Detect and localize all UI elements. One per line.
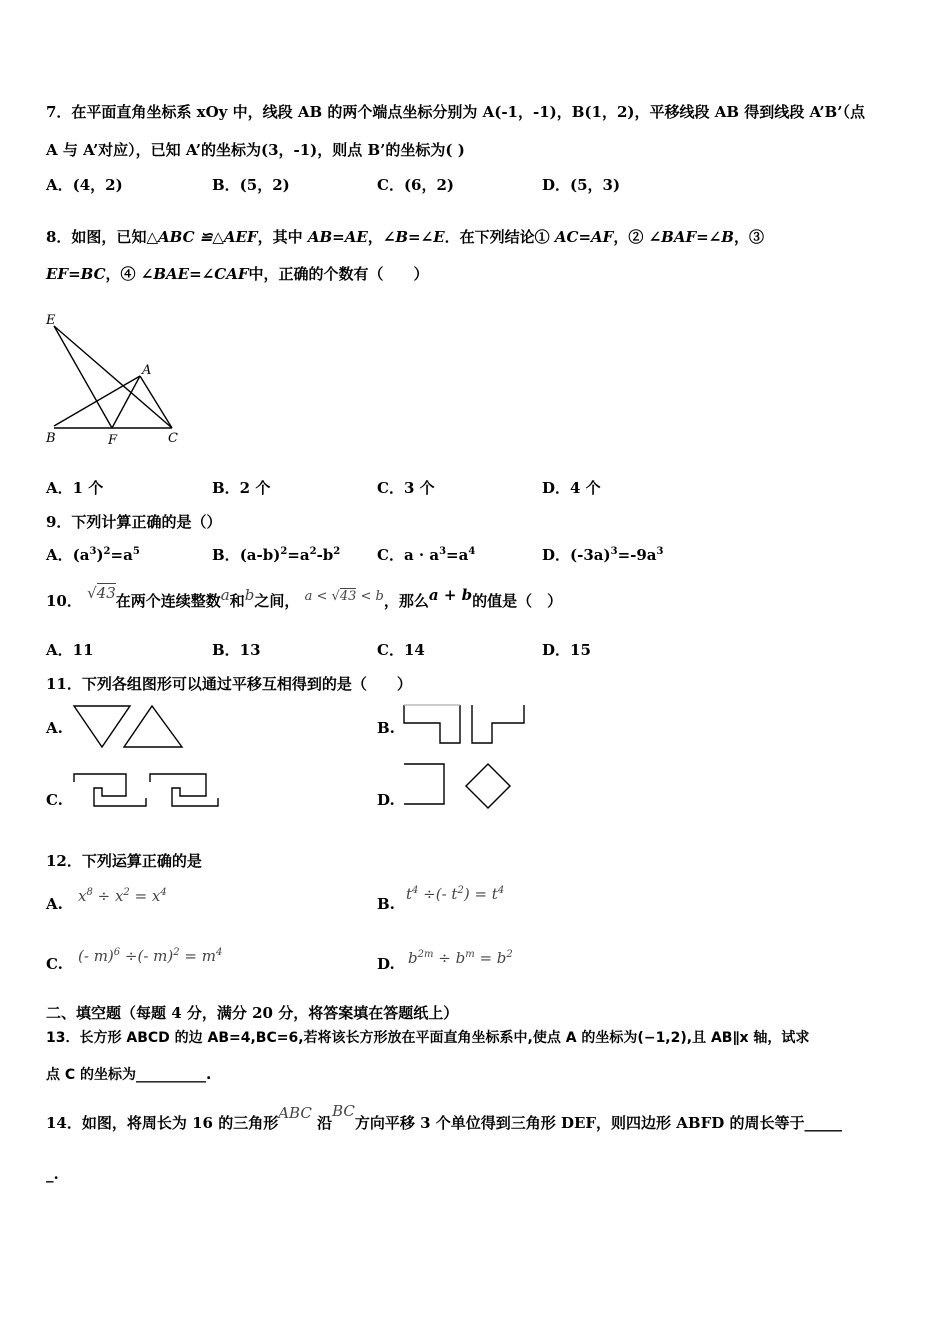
q12-expr-c (78, 947, 222, 965)
q12-expr-b (406, 885, 504, 903)
q11-c-shape-left (74, 774, 146, 806)
q9-option-a (46, 544, 140, 565)
q8-conclusion-4: ∠BAE=∠CAF (140, 265, 249, 283)
q14-t3: 方向平移 3 个单位得到三角形 DEF，则四边形 ABFD 的周长等于_____ (354, 1114, 842, 1132)
q8-label-c: C (168, 431, 178, 446)
q12-c-e2: 2 (173, 947, 180, 958)
q12-label-d: D. (377, 955, 395, 973)
q9-b-prefix: B． (212, 546, 240, 564)
q10-var-b: b (244, 586, 255, 604)
q10-ineq-right: < b (360, 589, 384, 604)
q10-t4: ，那么 (383, 592, 429, 610)
q11-d-right-angle (404, 764, 444, 804)
q9-a-exp3: 5 (132, 546, 140, 557)
q10-a-plus-b: a + b (428, 586, 473, 604)
q8-sep: ， (367, 228, 383, 246)
q7-option-d: D．(5，3) (542, 176, 621, 194)
q12-a-e3: 4 (160, 887, 167, 898)
q8-conclusion-2: ∠BAF=∠B (648, 228, 734, 246)
q10-sqrt: √43 (87, 584, 116, 602)
q9-option-b (212, 544, 340, 565)
q8-eq1: AB=AE (307, 228, 368, 246)
q8-option-d: D．4 个 (542, 479, 601, 497)
q7-stem-line1: 7．在平面直角坐标系 xOy 中，线段 AB 的两个端点坐标分别为 A(-1，-1)，B(1，2)，平移线段 AB 得到线段 A’B’（点 (46, 103, 865, 121)
q12-a-b1: x (78, 887, 87, 905)
q12-a-eq: = x (129, 887, 161, 905)
q10-t1: 在两个连续整数 (115, 592, 221, 610)
q8-segment-ef (54, 326, 112, 428)
q11-figure-a (72, 703, 187, 751)
q10-inequality: a < √43 < b (304, 589, 384, 604)
q8-option-a: A．1 个 (46, 479, 104, 497)
q11-stem: 11．下列各组图形可以通过平移互相得到的是（ ） (46, 675, 412, 693)
q10-ineq-left: a < (304, 589, 328, 604)
q9-a-base: (a (72, 546, 90, 564)
q9-d-mid: =-9a (617, 546, 657, 564)
q12-d-e1: 2m (417, 949, 434, 960)
q11-label-c: C. (46, 791, 63, 809)
q9-a-exp2: 2 (103, 546, 111, 557)
q11-label-b: B. (377, 719, 395, 737)
q8-label-f: F (108, 433, 118, 448)
q12-label-c: C. (46, 955, 63, 973)
q10-sqrt-radicand: 43 (96, 584, 116, 602)
q10-t3: 之间， (254, 592, 300, 610)
q8-eq2: ∠B=∠E (382, 228, 445, 246)
q13-stem-line2: 点 C 的坐标为__________. (46, 1067, 212, 1083)
q11-c-shape-right (150, 774, 218, 806)
q9-b-tail: -b (316, 546, 334, 564)
q9-c-base: a · a (403, 546, 440, 564)
q10-option-d: D．15 (542, 641, 591, 659)
q8-c2-prefix: ，② (613, 228, 644, 246)
q8-option-b: B．2 个 (212, 479, 271, 497)
q12-b-op: ÷(- t (418, 885, 458, 903)
q9-option-d (542, 544, 663, 565)
q8-c4-prefix: ，④ (105, 265, 136, 283)
q9-c-prefix: C． (377, 546, 404, 564)
q12-expr-d (408, 949, 513, 967)
section2-heading: 二、填空题（每题 4 分，满分 20 分，将答案填在答题纸上） (46, 1004, 459, 1022)
q9-b-exp3: 2 (333, 546, 341, 557)
q11-label-a: A. (46, 719, 63, 737)
q14-abc: ABC (278, 1104, 312, 1122)
q10-ineq-radicand: 43 (339, 589, 357, 604)
q14-t2: 沿 (317, 1114, 333, 1132)
q9-c-exp2: 4 (468, 546, 476, 557)
q10-option-c: C．14 (377, 641, 425, 659)
q10-var-a: a (220, 586, 230, 604)
q9-d-exp1: 3 (610, 546, 618, 557)
q9-option-c (377, 544, 475, 565)
q9-a-exp1: 3 (89, 546, 97, 557)
q12-c-op: ÷(- m) (120, 947, 174, 965)
q7-option-b: B．(5，2) (212, 176, 290, 194)
q9-d-exp2: 3 (656, 546, 664, 557)
q8-stem-line1 (46, 226, 764, 247)
q9-a-tail: =a (110, 546, 133, 564)
q14-bc: BC (332, 1102, 355, 1120)
q10-option-b: B．13 (212, 641, 261, 659)
q8-segment-ec (54, 326, 172, 428)
q11-a-up-triangle (124, 706, 182, 747)
q11-figure-d (400, 760, 520, 810)
q11-figure-b (400, 703, 530, 749)
q9-d-prefix: D． (542, 546, 571, 564)
q9-b-exp1: 2 (280, 546, 288, 557)
q8-conclusion-3: EF=BC (46, 265, 106, 283)
q12-d-op: ÷ b (433, 949, 466, 967)
q8-prefix: 8．如图，已知 (46, 228, 147, 246)
q8-c3-prefix: ，③ (733, 228, 764, 246)
q8-option-c: C．3 个 (377, 479, 435, 497)
q8-stem-line2 (46, 263, 429, 284)
q8-tail: ．在下列结论① (444, 228, 550, 246)
q9-d-base: (-3a) (570, 546, 611, 564)
q8-conclusion-1: AC=AF (554, 228, 614, 246)
q10-t5: 的值是（ ） (472, 592, 563, 610)
q12-d-e2: m (465, 949, 475, 960)
q9-a-prefix: A． (46, 546, 73, 564)
q12-stem: 12．下列运算正确的是 (46, 852, 202, 870)
q8-label-b: B (46, 431, 56, 446)
q7-option-a: A．(4，2) (46, 176, 123, 194)
q9-c-mid: =a (446, 546, 469, 564)
q9-b-mid: =a (287, 546, 310, 564)
q9-stem: 9．下列计算正确的是（） (46, 513, 222, 531)
q12-c-eq: = m (179, 947, 216, 965)
q10-stem (46, 584, 563, 611)
q12-expr-a (78, 887, 167, 905)
q12-c-e1: 6 (113, 947, 121, 958)
q10-num: 10． (46, 592, 82, 610)
q11-figure-c (72, 770, 222, 812)
q12-label-a: A. (46, 895, 63, 913)
q7-option-c: C．(6，2) (377, 176, 455, 194)
q9-b-base: (a-b) (239, 546, 281, 564)
q11-d-diamond (466, 764, 510, 808)
q12-b-e2: 2 (457, 885, 464, 896)
q12-d-e3: 2 (506, 949, 513, 960)
q12-c-e3: 4 (215, 947, 223, 958)
q12-b-eq: ) = t (463, 885, 498, 903)
q13-stem-line1: 13．长方形 ABCD 的边 AB=4,BC=6,若将该长方形放在平面直角坐标系中,使点 A 的坐标为(−1,2),且 AB∥x 轴，试求 (46, 1030, 810, 1046)
q14-t1: 14．如图，将周长为 16 的三角形 (46, 1114, 279, 1132)
q12-a-e2: 2 (123, 887, 130, 898)
q8-label-e: E (46, 313, 56, 328)
q14-stem-line2: _. (46, 1165, 59, 1183)
q12-a-op: ÷ x (92, 887, 124, 905)
q12-d-b1: b (408, 949, 418, 967)
q11-b-shape-left (404, 705, 460, 743)
q8-figure (40, 308, 190, 448)
q9-c-exp1: 3 (439, 546, 447, 557)
q9-a-mid: ) (96, 546, 104, 564)
q12-c-b1: (- m) (78, 947, 114, 965)
q12-b-b1: t (406, 885, 413, 903)
q8-congruence: △ABC ≌△AEF (146, 228, 258, 246)
q10-t2: 和 (229, 592, 245, 610)
q10-option-a: A．11 (46, 641, 94, 659)
q11-a-down-triangle (74, 706, 130, 747)
q12-a-e1: 8 (86, 887, 93, 898)
q9-b-exp2: 2 (309, 546, 317, 557)
q7-stem-line2: A 与 A’对应），已知 A’的坐标为(3，-1)，则点 B’的坐标为( ) (46, 141, 465, 159)
q8-segment-ac (140, 376, 172, 428)
q12-b-e3: 4 (497, 885, 505, 896)
q12-label-b: B. (377, 895, 395, 913)
q11-label-d: D. (377, 791, 395, 809)
q14-stem-line1 (46, 1102, 842, 1133)
q11-b-shape-right (472, 705, 524, 743)
q12-b-e1: 4 (412, 885, 419, 896)
q8-line2-tail: 中，正确的个数有（ ） (248, 265, 429, 283)
q12-d-eq: = b (474, 949, 507, 967)
q8-mid: ，其中 (257, 228, 303, 246)
q8-label-a: A (142, 363, 152, 378)
